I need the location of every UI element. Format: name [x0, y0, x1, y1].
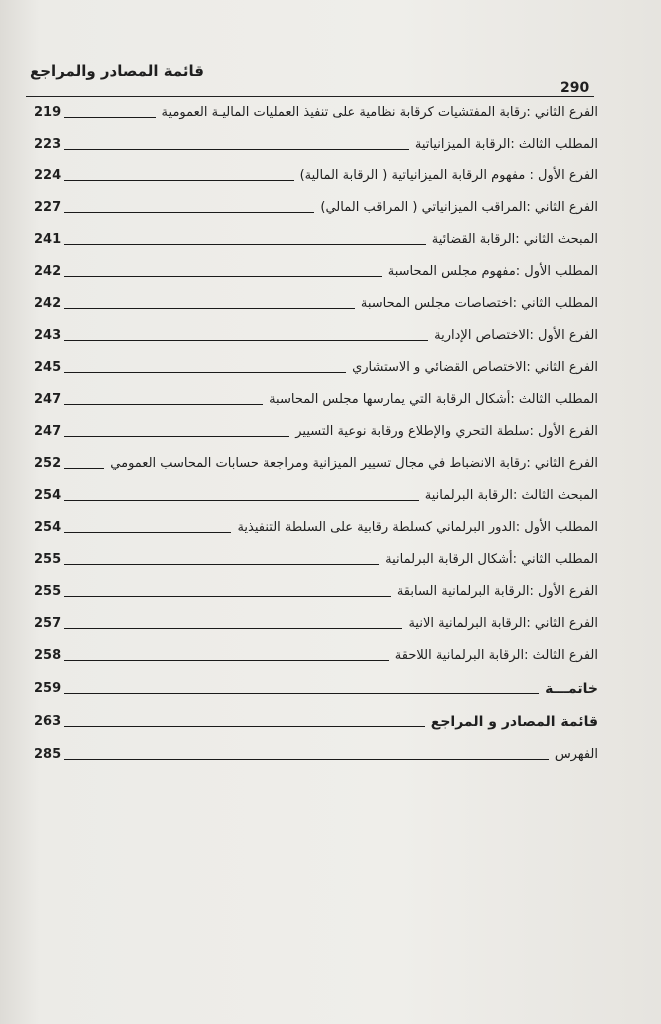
toc-entry-page: 242: [34, 296, 62, 311]
toc-entry: [34, 227, 598, 249]
toc-entry: [34, 132, 598, 154]
toc-entry: [34, 419, 598, 441]
toc-entry-label: الفرع الثاني :رقابة المفتشيات كرقابة نظامية على تنفيذ العمليات الماليـة العمومية: [161, 105, 598, 120]
leader-line: [64, 596, 391, 597]
toc-entry: [34, 291, 598, 313]
toc-entry-page: 227: [34, 200, 62, 215]
toc-entry-page: 247: [34, 392, 62, 407]
toc-entry: [34, 547, 598, 569]
toc-entry-label: المطلب الثاني :أشكال الرقابة البرلمانية: [385, 552, 598, 567]
toc-entry-label: الفهرس: [554, 747, 598, 762]
leader-line: [64, 532, 231, 533]
leader-line: [64, 212, 314, 213]
running-header-title: قائمة المصادر والمراجع: [30, 62, 204, 80]
toc-entry: [34, 515, 598, 537]
toc-entry: [34, 676, 598, 698]
toc-entry: [34, 742, 598, 764]
toc-entry-label: المطلب الثالث :الرقابة الميزانياتية: [414, 137, 598, 152]
toc-entry-label: الفرع الثالث :الرقابة البرلمانية اللاحقة: [394, 648, 598, 663]
toc-entry-page: 252: [34, 456, 62, 471]
leader-line: [64, 372, 346, 373]
toc-entry: [34, 259, 598, 281]
leader-line: [64, 308, 355, 309]
toc-entry-label: المطلب الأول :الدور البرلماني كسلطة رقابية على السلطة التنفيذية: [237, 520, 598, 535]
toc-entry-page: 263: [34, 714, 62, 729]
toc-entry-page: 247: [34, 424, 62, 439]
toc-entry: [34, 709, 598, 731]
toc-entry: [34, 611, 598, 633]
toc-entry: [34, 451, 598, 473]
toc-entry-label: الفرع الثاني :الرقابة البرلمانية الانية: [408, 616, 598, 631]
toc-entry-page: 285: [34, 747, 62, 762]
toc-entry: [34, 387, 598, 409]
toc-entry-page: 224: [34, 168, 62, 183]
leader-line: [64, 436, 289, 437]
toc-entry-label: الفرع الأول : مفهوم الرقابة الميزانياتية ( الرقابة المالية): [299, 168, 598, 183]
toc-entry-label: المبحث الثالث :الرقابة البرلمانية: [424, 488, 598, 503]
leader-line: [64, 500, 419, 501]
leader-line: [64, 117, 156, 118]
leader-line: [64, 244, 426, 245]
toc-entry-page: 219: [34, 105, 62, 120]
toc-entry-page: 258: [34, 648, 62, 663]
toc-entry-label: خاتمـــة: [545, 681, 598, 697]
leader-line: [64, 628, 402, 629]
toc-entry-page: 255: [34, 584, 62, 599]
toc-entry-label: الفرع الأول :الرقابة البرلمانية السابقة: [396, 584, 598, 599]
toc-entry-label: الفرع الثاني :رقابة الانضباط في مجال تسيير الميزانية ومراجعة حسابات المحاسب العمومي: [110, 456, 598, 471]
toc-entry: [34, 579, 598, 601]
toc-entry-page: 254: [34, 520, 62, 535]
toc-entry: [34, 100, 598, 122]
leader-line: [64, 759, 549, 760]
toc-entry-label: الفرع الأول :سلطة التحري والإطلاع ورقابة نوعية التسيير: [295, 424, 598, 439]
leader-line: [64, 149, 409, 150]
toc-entry: [34, 323, 598, 345]
leader-line: [64, 660, 389, 661]
toc-entry-page: 242: [34, 264, 62, 279]
toc-entry-label: الفرع الثاني :المراقب الميزانياتي ( المراقب المالي): [320, 200, 598, 215]
toc-entry-label: المطلب الثالث :أشكال الرقابة التي يمارسها مجلس المحاسبة: [269, 392, 598, 407]
toc-entry-page: 255: [34, 552, 62, 567]
toc-entry: [34, 483, 598, 505]
leader-line: [64, 276, 382, 277]
toc-entry-label: المطلب الأول :مفهوم مجلس المحاسبة: [387, 264, 598, 279]
leader-line: [64, 340, 428, 341]
toc-entry: [34, 163, 598, 185]
toc-entry-page: 257: [34, 616, 62, 631]
leader-line: [64, 726, 425, 727]
toc-entry-page: 259: [34, 681, 62, 696]
toc-entry-label: الفرع الثاني :الاختصاص القضائي و الاستشاري: [352, 360, 598, 375]
toc-entry-page: 243: [34, 328, 62, 343]
leader-line: [64, 564, 379, 565]
toc-entry: [34, 195, 598, 217]
toc-entry: [34, 643, 598, 665]
toc-entry-page: 223: [34, 137, 62, 152]
toc-entry-label: المطلب الثاني :اختصاصات مجلس المحاسبة: [360, 296, 598, 311]
toc-entry-page: 245: [34, 360, 62, 375]
toc-entry-page: 254: [34, 488, 62, 503]
leader-line: [64, 180, 294, 181]
toc-entry-label: المبحث الثاني :الرقابة القضائية: [431, 232, 598, 247]
leader-line: [64, 468, 104, 469]
toc-entry-page: 241: [34, 232, 62, 247]
toc-entry: [34, 355, 598, 377]
leader-line: [64, 404, 263, 405]
page-number: 290: [560, 80, 590, 96]
toc-entry-label: الفرع الأول :الاختصاص الإدارية: [434, 328, 598, 343]
toc-entry-label: قائمة المصادر و المراجع: [430, 714, 598, 730]
leader-line: [64, 693, 539, 694]
